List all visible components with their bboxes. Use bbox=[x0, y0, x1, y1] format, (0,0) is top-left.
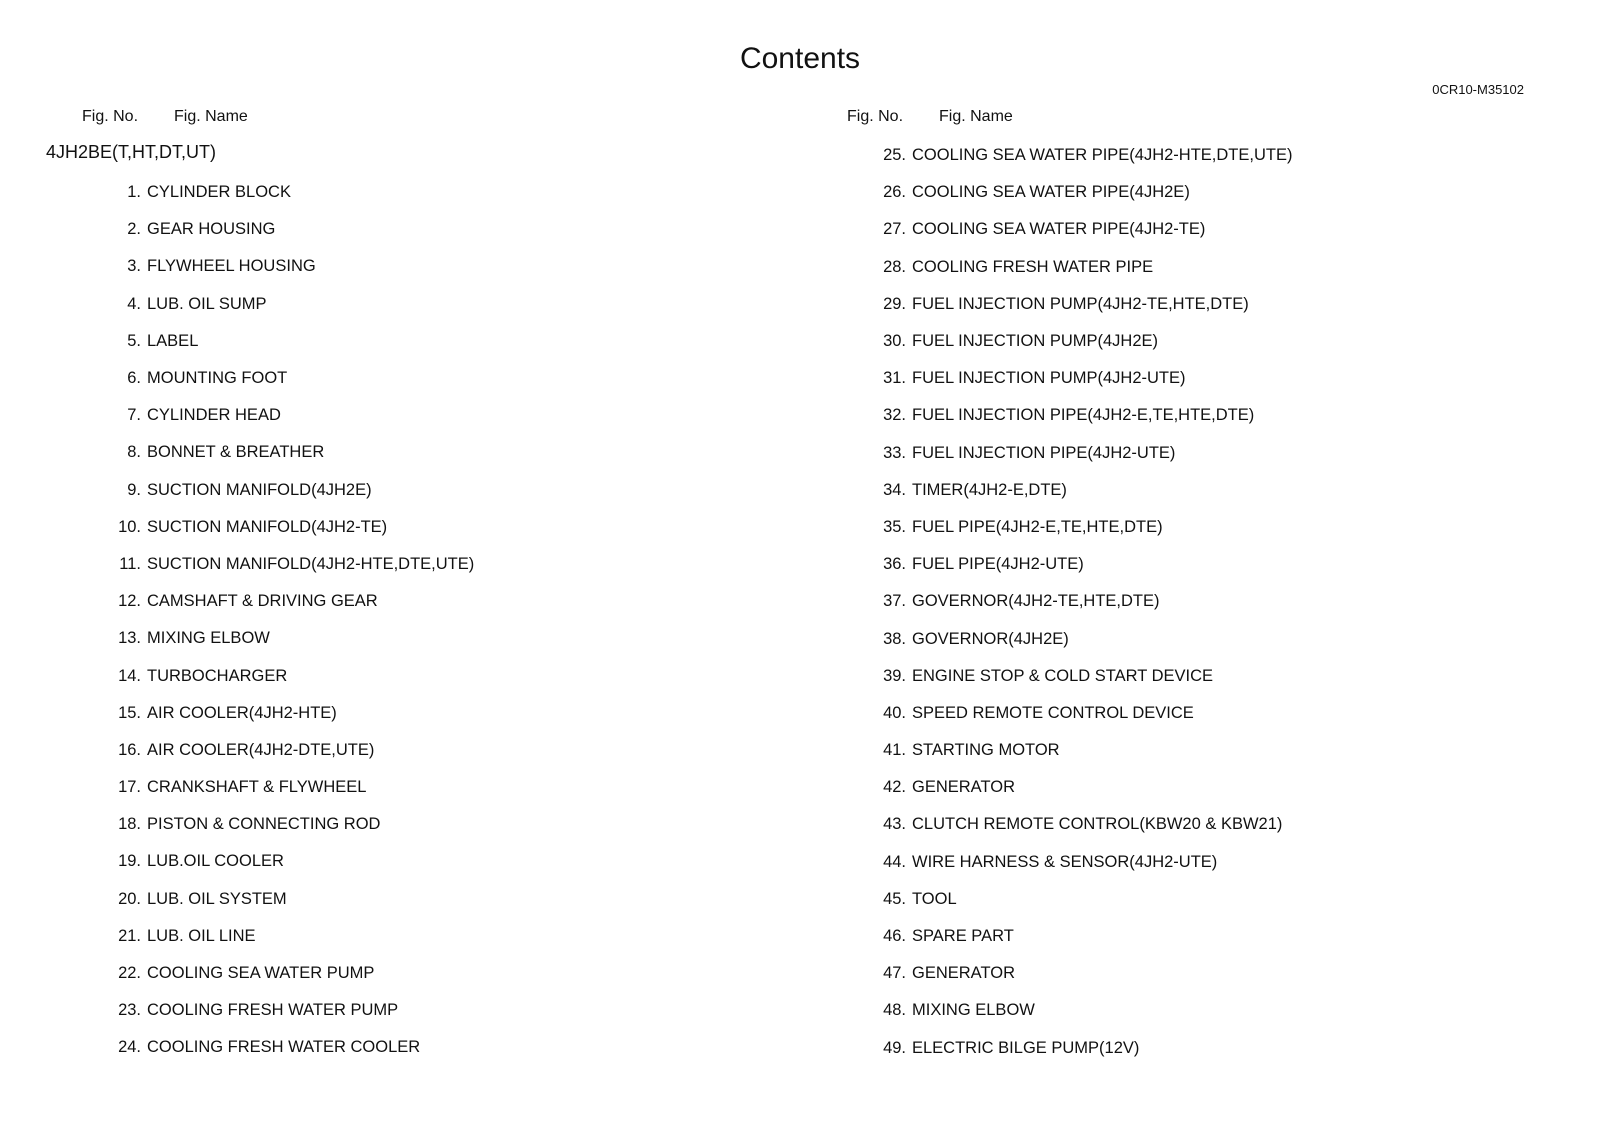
fig-name: BONNET & BREATHER bbox=[147, 443, 325, 462]
fig-name: CYLINDER BLOCK bbox=[147, 183, 291, 202]
fig-number: 8. bbox=[127, 443, 141, 462]
fig-number: 35. bbox=[883, 517, 906, 536]
fig-name: COOLING FRESH WATER PIPE bbox=[912, 257, 1154, 276]
contents-entry[interactable] bbox=[111, 732, 474, 769]
fig-number: 40. bbox=[883, 703, 906, 722]
fig-name: CRANKSHAFT & FLYWHEEL bbox=[147, 778, 367, 797]
fig-number: 22. bbox=[118, 964, 141, 983]
fig-name: GEAR HOUSING bbox=[147, 220, 276, 239]
fig-number: 26. bbox=[883, 183, 906, 202]
fig-name: ELECTRIC BILGE PUMP(12V) bbox=[912, 1038, 1140, 1057]
fig-number: 28. bbox=[883, 257, 906, 276]
fig-number: 27. bbox=[883, 220, 906, 239]
contents-entry[interactable] bbox=[876, 992, 1292, 1029]
fig-no-header: Fig. No. bbox=[847, 108, 904, 125]
model-section-title: 4JH2BE(T,HT,DT,UT) bbox=[46, 142, 217, 162]
fig-number: 30. bbox=[883, 332, 906, 351]
left-column-header bbox=[82, 108, 248, 126]
fig-number: 4. bbox=[127, 294, 141, 313]
contents-entry[interactable] bbox=[876, 472, 1292, 509]
contents-list-left bbox=[111, 174, 474, 1067]
contents-entry[interactable] bbox=[876, 174, 1292, 211]
fig-number: 18. bbox=[118, 815, 141, 834]
fig-number: 29. bbox=[883, 294, 906, 313]
fig-number: 36. bbox=[883, 555, 906, 574]
fig-number: 2. bbox=[127, 220, 141, 239]
document-code: 0CR10-M35102 bbox=[1432, 82, 1524, 97]
fig-number: 10. bbox=[118, 517, 141, 536]
fig-number: 15. bbox=[118, 703, 141, 722]
fig-number: 44. bbox=[883, 852, 906, 871]
contents-entry[interactable] bbox=[876, 249, 1292, 286]
fig-name: FUEL INJECTION PUMP(4JH2-UTE) bbox=[912, 369, 1186, 388]
fig-name: CAMSHAFT & DRIVING GEAR bbox=[147, 592, 378, 611]
contents-entry[interactable] bbox=[876, 583, 1292, 620]
fig-number: 14. bbox=[118, 666, 141, 685]
fig-name: MOUNTING FOOT bbox=[147, 369, 288, 388]
fig-number: 47. bbox=[883, 964, 906, 983]
fig-name: STARTING MOTOR bbox=[912, 741, 1060, 760]
fig-name: MIXING ELBOW bbox=[147, 629, 270, 648]
contents-entry[interactable] bbox=[876, 844, 1292, 881]
fig-name: FUEL PIPE(4JH2-UTE) bbox=[912, 555, 1084, 574]
contents-entry[interactable] bbox=[876, 620, 1292, 657]
contents-entry[interactable] bbox=[876, 769, 1292, 806]
fig-name: COOLING FRESH WATER PUMP bbox=[147, 1001, 399, 1020]
fig-number: 46. bbox=[883, 927, 906, 946]
fig-number: 49. bbox=[883, 1038, 906, 1057]
contents-entry[interactable] bbox=[111, 546, 474, 583]
fig-name: SUCTION MANIFOLD(4JH2-TE) bbox=[147, 517, 388, 536]
fig-number: 1. bbox=[127, 183, 141, 202]
contents-entry[interactable] bbox=[876, 546, 1292, 583]
contents-entry[interactable] bbox=[111, 509, 474, 546]
fig-name-header: Fig. Name bbox=[939, 108, 1013, 125]
contents-entry[interactable] bbox=[111, 992, 474, 1029]
contents-entry[interactable] bbox=[111, 360, 474, 397]
fig-name: COOLING SEA WATER PIPE(4JH2-HTE,DTE,UTE) bbox=[912, 146, 1293, 165]
contents-entry[interactable] bbox=[876, 658, 1292, 695]
fig-number: 33. bbox=[883, 443, 906, 462]
fig-number: 34. bbox=[883, 480, 906, 499]
fig-name: FUEL PIPE(4JH2-E,TE,HTE,DTE) bbox=[912, 517, 1163, 536]
fig-name: ENGINE STOP & COLD START DEVICE bbox=[912, 666, 1214, 685]
contents-entry[interactable] bbox=[876, 918, 1292, 955]
contents-entry[interactable] bbox=[111, 583, 474, 620]
fig-number: 23. bbox=[118, 1001, 141, 1020]
fig-number: 42. bbox=[883, 778, 906, 797]
contents-entry[interactable] bbox=[876, 211, 1292, 248]
fig-name: LUB. OIL LINE bbox=[147, 926, 256, 945]
contents-entry[interactable] bbox=[111, 806, 474, 843]
fig-name: FUEL INJECTION PIPE(4JH2-UTE) bbox=[912, 443, 1176, 462]
contents-entry[interactable] bbox=[876, 397, 1292, 434]
fig-name: LABEL bbox=[147, 331, 199, 350]
fig-name: FUEL INJECTION PIPE(4JH2-E,TE,HTE,DTE) bbox=[912, 406, 1255, 425]
fig-name: WIRE HARNESS & SENSOR(4JH2-UTE) bbox=[912, 852, 1218, 871]
fig-name: SPARE PART bbox=[912, 927, 1014, 946]
contents-entry[interactable] bbox=[111, 472, 474, 509]
contents-entry[interactable] bbox=[876, 955, 1292, 992]
contents-entry[interactable] bbox=[111, 1029, 474, 1066]
fig-name: COOLING FRESH WATER COOLER bbox=[147, 1038, 421, 1057]
fig-name: CLUTCH REMOTE CONTROL(KBW20 & KBW21) bbox=[912, 815, 1283, 834]
contents-entry[interactable] bbox=[111, 769, 474, 806]
fig-name: TURBOCHARGER bbox=[147, 666, 288, 685]
fig-number: 12. bbox=[118, 592, 141, 611]
fig-name: COOLING SEA WATER PIPE(4JH2E) bbox=[912, 183, 1190, 202]
fig-name: LUB.OIL COOLER bbox=[147, 852, 284, 871]
fig-number: 45. bbox=[883, 889, 906, 908]
fig-number: 32. bbox=[883, 406, 906, 425]
contents-entry[interactable] bbox=[111, 211, 474, 248]
fig-number: 11. bbox=[119, 554, 141, 573]
right-column-header bbox=[847, 108, 1013, 126]
contents-entry[interactable] bbox=[876, 323, 1292, 360]
fig-no-header: Fig. No. bbox=[82, 108, 139, 125]
contents-entry[interactable] bbox=[876, 286, 1292, 323]
fig-name: AIR COOLER(4JH2-HTE) bbox=[147, 703, 337, 722]
contents-entry[interactable] bbox=[111, 286, 474, 323]
fig-number: 20. bbox=[118, 889, 141, 908]
contents-entry[interactable] bbox=[876, 732, 1292, 769]
fig-number: 13. bbox=[118, 629, 141, 648]
page-title: Contents bbox=[739, 42, 861, 75]
contents-entry[interactable] bbox=[111, 955, 474, 992]
contents-entry[interactable] bbox=[876, 806, 1292, 843]
contents-entry[interactable] bbox=[876, 881, 1292, 918]
fig-number: 21. bbox=[118, 926, 141, 945]
contents-entry[interactable] bbox=[111, 843, 474, 880]
fig-number: 6. bbox=[127, 369, 141, 388]
contents-list-right bbox=[876, 137, 1292, 1067]
fig-name: PISTON & CONNECTING ROD bbox=[147, 815, 381, 834]
fig-number: 39. bbox=[883, 666, 906, 685]
fig-number: 38. bbox=[883, 629, 906, 648]
fig-name: GOVERNOR(4JH2E) bbox=[912, 629, 1069, 648]
fig-name: GENERATOR bbox=[912, 964, 1015, 983]
fig-number: 16. bbox=[118, 740, 141, 759]
fig-name: LUB. OIL SUMP bbox=[147, 294, 267, 313]
fig-name: FLYWHEEL HOUSING bbox=[147, 257, 316, 276]
fig-number: 48. bbox=[883, 1001, 906, 1020]
fig-number: 41. bbox=[883, 741, 906, 760]
fig-name: CYLINDER HEAD bbox=[147, 406, 281, 425]
contents-entry[interactable] bbox=[111, 323, 474, 360]
fig-number: 31. bbox=[883, 369, 906, 388]
fig-number: 43. bbox=[883, 815, 906, 834]
contents-entry[interactable] bbox=[876, 360, 1292, 397]
fig-name: FUEL INJECTION PUMP(4JH2-TE,HTE,DTE) bbox=[912, 294, 1249, 313]
fig-name: TIMER(4JH2-E,DTE) bbox=[912, 480, 1067, 499]
contents-entry[interactable] bbox=[111, 918, 474, 955]
fig-number: 37. bbox=[883, 592, 906, 611]
contents-entry[interactable] bbox=[876, 509, 1292, 546]
contents-entry[interactable] bbox=[111, 434, 474, 471]
contents-entry[interactable] bbox=[111, 695, 474, 732]
fig-name: COOLING SEA WATER PIPE(4JH2-TE) bbox=[912, 220, 1206, 239]
fig-name: SUCTION MANIFOLD(4JH2E) bbox=[147, 480, 372, 499]
fig-number: 7. bbox=[127, 406, 141, 425]
contents-entry[interactable] bbox=[111, 881, 474, 918]
fig-name: FUEL INJECTION PUMP(4JH2E) bbox=[912, 332, 1159, 351]
contents-entry[interactable] bbox=[111, 174, 474, 211]
fig-number: 3. bbox=[127, 257, 141, 276]
fig-number: 17. bbox=[118, 778, 141, 797]
contents-entry[interactable] bbox=[876, 137, 1292, 174]
contents-entry[interactable] bbox=[111, 657, 474, 694]
fig-name: GOVERNOR(4JH2-TE,HTE,DTE) bbox=[912, 592, 1160, 611]
fig-name: GENERATOR bbox=[912, 778, 1015, 797]
fig-name: LUB. OIL SYSTEM bbox=[147, 889, 287, 908]
fig-number: 5. bbox=[127, 331, 141, 350]
contents-entry[interactable] bbox=[876, 695, 1292, 732]
fig-name: SPEED REMOTE CONTROL DEVICE bbox=[912, 703, 1194, 722]
fig-number: 9. bbox=[127, 480, 141, 499]
contents-entry[interactable] bbox=[876, 1030, 1292, 1067]
contents-entry[interactable] bbox=[111, 248, 474, 285]
fig-name: MIXING ELBOW bbox=[912, 1001, 1035, 1020]
fig-name: TOOL bbox=[912, 889, 957, 908]
contents-entry[interactable] bbox=[111, 397, 474, 434]
fig-name: COOLING SEA WATER PUMP bbox=[147, 964, 375, 983]
fig-name: AIR COOLER(4JH2-DTE,UTE) bbox=[147, 740, 375, 759]
fig-name: SUCTION MANIFOLD(4JH2-HTE,DTE,UTE) bbox=[147, 554, 475, 573]
fig-number: 24. bbox=[118, 1038, 141, 1057]
fig-number: 19. bbox=[118, 852, 141, 871]
fig-name-header: Fig. Name bbox=[174, 108, 248, 125]
contents-entry[interactable] bbox=[876, 435, 1292, 472]
contents-entry[interactable] bbox=[111, 620, 474, 657]
fig-number: 25. bbox=[883, 146, 906, 165]
